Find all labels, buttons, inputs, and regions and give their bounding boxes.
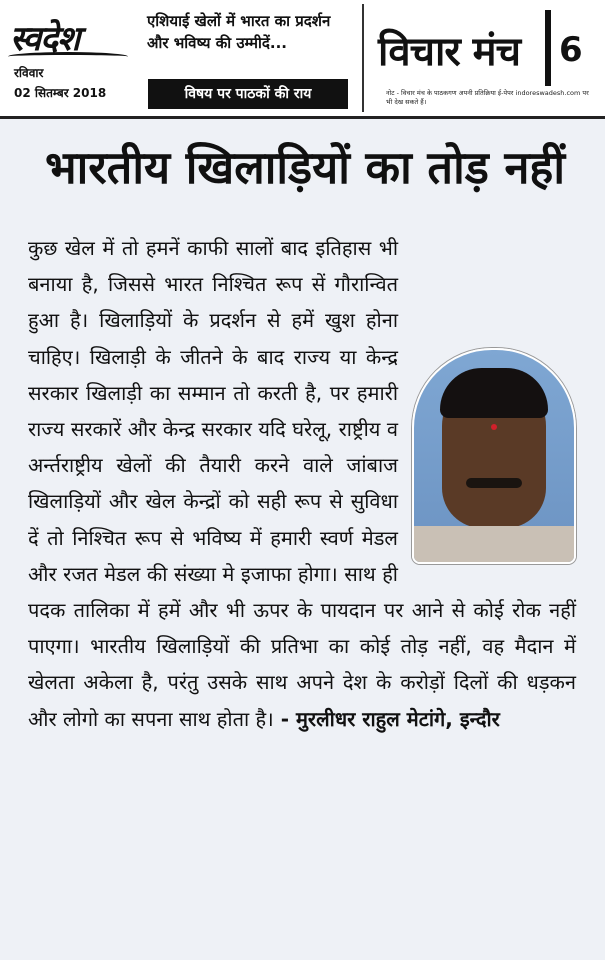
tilak-mark (491, 424, 497, 430)
masthead-rule (0, 116, 605, 119)
author-signature: - मुरलीधर राहुल मेटांगे, इन्दौर (273, 706, 500, 731)
issue-date: 02 सितम्बर 2018 (14, 86, 107, 100)
topic-banner: विषय पर पाठकों की राय (148, 79, 348, 109)
section-title: विचार मंच (378, 29, 520, 75)
author-shirt (414, 526, 574, 564)
section-divider-bar (545, 10, 551, 86)
article-text: कुछ खेल में तो हमनें काफी सालों बाद इतिहास भी बनाया है, जिससे भारत निश्चित रूप सें गौरान्वित हुआ है। खिलाड़ियों के प्रदर्शन से हमें खुश होना चाहिए। खिलाड़ी के जीतने के बाद राज्य या केन्द्र सरकार खिलाड़ी का सम्मान तो करती है, पर हमारी राज्य सरकारें और केन्द्र सरकार यदि घरेलू, राष्ट्रीय व अर्न्तराष्ट्रीय खेलों की तैयारी करने वाले जांबाज खिलाड़ियों और खेल केन्द्रों को सही रूप से सुविधा दें तो निश्चित रूप से भविष्य में हमारी स्वर्ण मेडल और रजत मेडल की संख्या मे इजाफा होगा। साथ ही पदक तालिका में हमें और भी ऊपर के पायदान पर आने से कोई रोक नहीं पाएगा। भारतीय खिलाड़ियों की प्रतिभा का कोई तोड़ नहीं, वह मैदान में खेलता अकेला है, परंतु उसके साथ अपने देश के करोड़ों दिलों की धड़कन और लोगो का सपना साथ होता है। (28, 236, 576, 731)
article-title: भारतीय खिलाड़ियों का तोड़ नहीं (44, 141, 565, 194)
author-mustache (466, 478, 522, 488)
page-number: 6 (559, 30, 583, 70)
e-paper-note: नोट - विचार मंच के पाठकगण अपनी प्रतिक्रिया ई-पेपर indoreswadesh.com पर भी देख सकते हैं। (386, 89, 589, 106)
article-body (28, 230, 576, 737)
issue-day: रविवार (14, 66, 44, 80)
discussion-headline: एशियाई खेलों में भारत का प्रदर्शन और भविष्य की उम्मीदें... (147, 12, 331, 52)
author-photo (412, 348, 576, 564)
masthead (0, 0, 605, 118)
logo-swoosh-icon (8, 52, 128, 61)
newspaper-logo: स्वदेश (10, 19, 80, 59)
author-hair (440, 368, 548, 418)
masthead-divider (362, 4, 364, 112)
